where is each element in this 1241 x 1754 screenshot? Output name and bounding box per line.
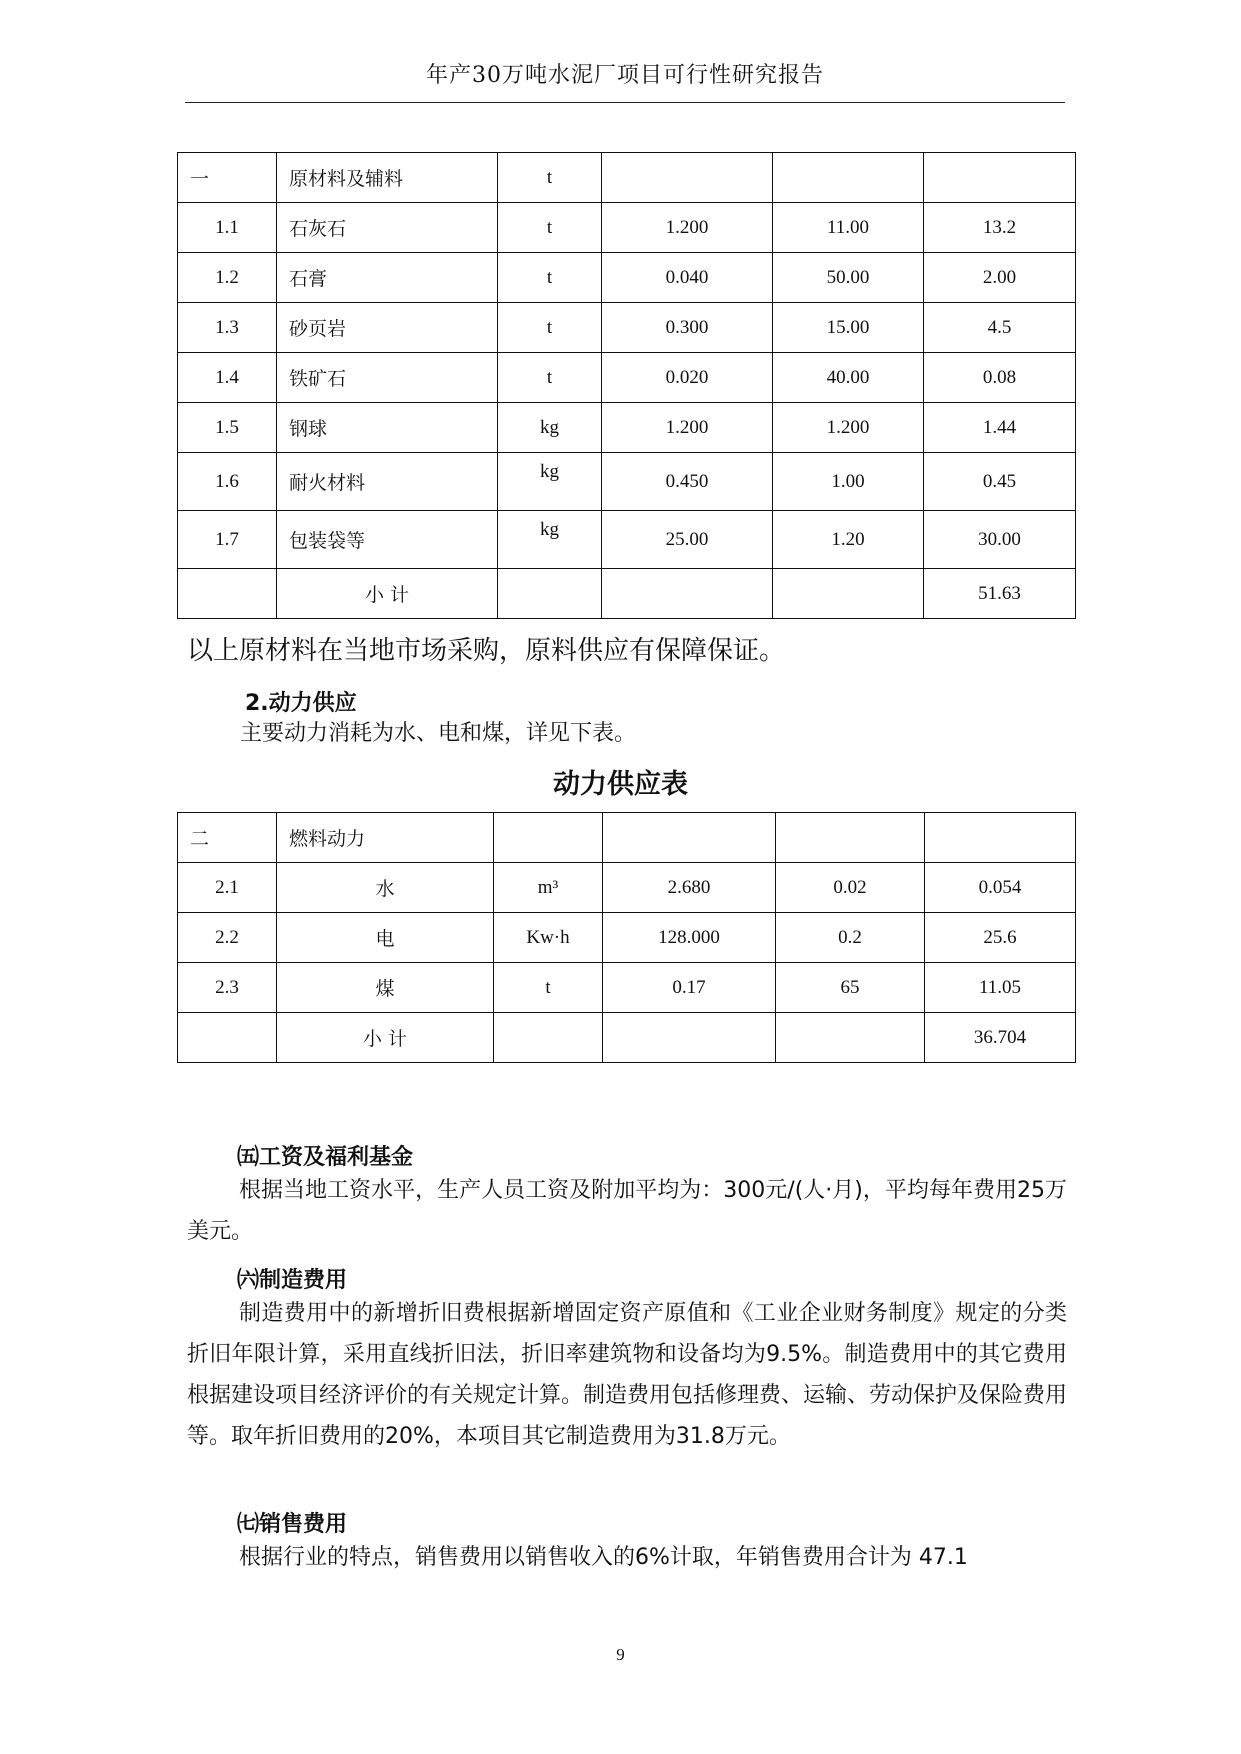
table-cell: 2.2 (178, 913, 277, 963)
table-cell: 1.6 (178, 453, 277, 511)
table-cell: 0.2 (776, 913, 925, 963)
table-cell: 4.5 (924, 303, 1076, 353)
table-cell: 铁矿石 (277, 353, 498, 403)
table-cell: 0.450 (602, 453, 773, 511)
table-cell: 2.680 (603, 863, 776, 913)
section-heading: ㈥制造费用 (237, 1268, 348, 1293)
header-rule (185, 102, 1065, 103)
table-row (178, 303, 1076, 353)
table-row (178, 453, 1076, 511)
table-cell: 1.1 (178, 203, 277, 253)
table-cell: 1.200 (773, 403, 924, 453)
table-cell: 0.02 (776, 863, 925, 913)
table-cell: t (498, 203, 602, 253)
table-cell (602, 569, 773, 619)
table-cell: 128.000 (603, 913, 776, 963)
table-cell (494, 813, 603, 863)
table-cell: 1.4 (178, 353, 277, 403)
table-row (178, 253, 1076, 303)
table-cell: 0.054 (925, 863, 1076, 913)
table-cell: 50.00 (773, 253, 924, 303)
table-cell: 一 (178, 153, 277, 203)
table-row (178, 153, 1076, 203)
table-cell: 25.00 (602, 511, 773, 569)
table-row (178, 863, 1076, 913)
section-intro: 主要动力消耗为水、电和煤，详见下表。 (240, 721, 637, 746)
table-row (178, 913, 1076, 963)
table-cell: 40.00 (773, 353, 924, 403)
table-cell: 51.63 (924, 569, 1076, 619)
table-cell: 65 (776, 963, 925, 1013)
table-cell (494, 1013, 603, 1063)
table-cell: 1.7 (178, 511, 277, 569)
page-header-title: 年产30万吨水泥厂项目可行性研究报告 (426, 63, 824, 88)
table-cell (178, 569, 277, 619)
table-cell (773, 153, 924, 203)
table-row-subtotal (178, 1013, 1076, 1063)
table-cell (603, 1013, 776, 1063)
table-cell: 0.17 (603, 963, 776, 1013)
table-cell: t (494, 963, 603, 1013)
table-cell (603, 813, 776, 863)
table-cell (178, 1013, 277, 1063)
table-cell: 燃料动力 (277, 813, 494, 863)
table-cell: kg (498, 453, 602, 511)
table-cell: 13.2 (924, 203, 1076, 253)
table-cell (498, 569, 602, 619)
table-cell: 0.040 (602, 253, 773, 303)
table-cell: 1.00 (773, 453, 924, 511)
table-cell: t (498, 353, 602, 403)
table-cell: 电 (277, 913, 494, 963)
table-cell: 石膏 (277, 253, 498, 303)
table-cell: Kw·h (494, 913, 603, 963)
table-cell: kg (498, 511, 602, 569)
table-cell: 煤 (277, 963, 494, 1013)
table-cell: 1.200 (602, 203, 773, 253)
section-heading: ㈤工资及福利基金 (237, 1145, 414, 1170)
section-heading: ㈦销售费用 (237, 1512, 348, 1537)
table-cell: 0.45 (924, 453, 1076, 511)
table-cell: 砂页岩 (277, 303, 498, 353)
section-heading: 2.动力供应 (245, 691, 357, 716)
power-supply-table (177, 812, 1076, 1063)
table-cell: 15.00 (773, 303, 924, 353)
table-cell (776, 813, 925, 863)
section-paragraph: 制造费用中的新增折旧费根据新增固定资产原值和《工业企业财务制度》规定的分类折旧年限计算，采用直线折旧法，折旧率建筑物和设备均为9.5%。制造费用中的其它费用根据建设项目经济评价的有关规定计算。制造费用包括修理费、运输、劳动保护及保险费用等。取年折旧费用的20%，本项目其它制造费用为31.8万元。 (187, 1301, 1068, 1449)
table-cell: 钢球 (277, 403, 498, 453)
table-cell: 1.44 (924, 403, 1076, 453)
table-caption: 动力供应表 (553, 769, 688, 800)
table-row (178, 203, 1076, 253)
table-cell (925, 813, 1076, 863)
table-cell: kg (498, 403, 602, 453)
table-cell: 0.08 (924, 353, 1076, 403)
table-cell: t (498, 153, 602, 203)
table-cell: 1.3 (178, 303, 277, 353)
page-number: 9 (616, 1645, 625, 1664)
table-cell (773, 569, 924, 619)
section-paragraph: 根据当地工资水平，生产人员工资及附加平均为：300元/(人·月)，平均每年费用25万美元。 (187, 1178, 1067, 1244)
table-row (178, 813, 1076, 863)
table-cell: t (498, 303, 602, 353)
table-row (178, 963, 1076, 1013)
table-cell: 原材料及辅料 (277, 153, 498, 203)
section-paragraph: 根据行业的特点，销售费用以销售收入的6%计取，年销售费用合计为 47.1 (239, 1545, 968, 1570)
table-cell (602, 153, 773, 203)
table-cell: t (498, 253, 602, 303)
table-cell: m³ (494, 863, 603, 913)
table-cell: 小 计 (277, 569, 498, 619)
table-cell: 0.020 (602, 353, 773, 403)
table-cell: 0.300 (602, 303, 773, 353)
table-row (178, 353, 1076, 403)
raw-materials-table (177, 152, 1076, 619)
table-cell: 1.5 (178, 403, 277, 453)
table-cell: 石灰石 (277, 203, 498, 253)
table-cell: 30.00 (924, 511, 1076, 569)
table-cell: 2.3 (178, 963, 277, 1013)
table-cell: 水 (277, 863, 494, 913)
table-cell (776, 1013, 925, 1063)
table-cell: 包装袋等 (277, 511, 498, 569)
table-cell: 1.2 (178, 253, 277, 303)
table-cell: 36.704 (925, 1013, 1076, 1063)
table-cell: 小 计 (277, 1013, 494, 1063)
materials-note: 以上原材料在当地市场采购，原料供应有保障保证。 (187, 636, 786, 666)
table-row-subtotal (178, 569, 1076, 619)
table-cell: 25.6 (925, 913, 1076, 963)
table-cell: 2.00 (924, 253, 1076, 303)
table-row (178, 511, 1076, 569)
table-cell (924, 153, 1076, 203)
table-cell: 二 (178, 813, 277, 863)
table-cell: 1.200 (602, 403, 773, 453)
table-cell: 2.1 (178, 863, 277, 913)
table-row (178, 403, 1076, 453)
table-cell: 11.00 (773, 203, 924, 253)
table-cell: 1.20 (773, 511, 924, 569)
table-cell: 11.05 (925, 963, 1076, 1013)
table-cell: 耐火材料 (277, 453, 498, 511)
